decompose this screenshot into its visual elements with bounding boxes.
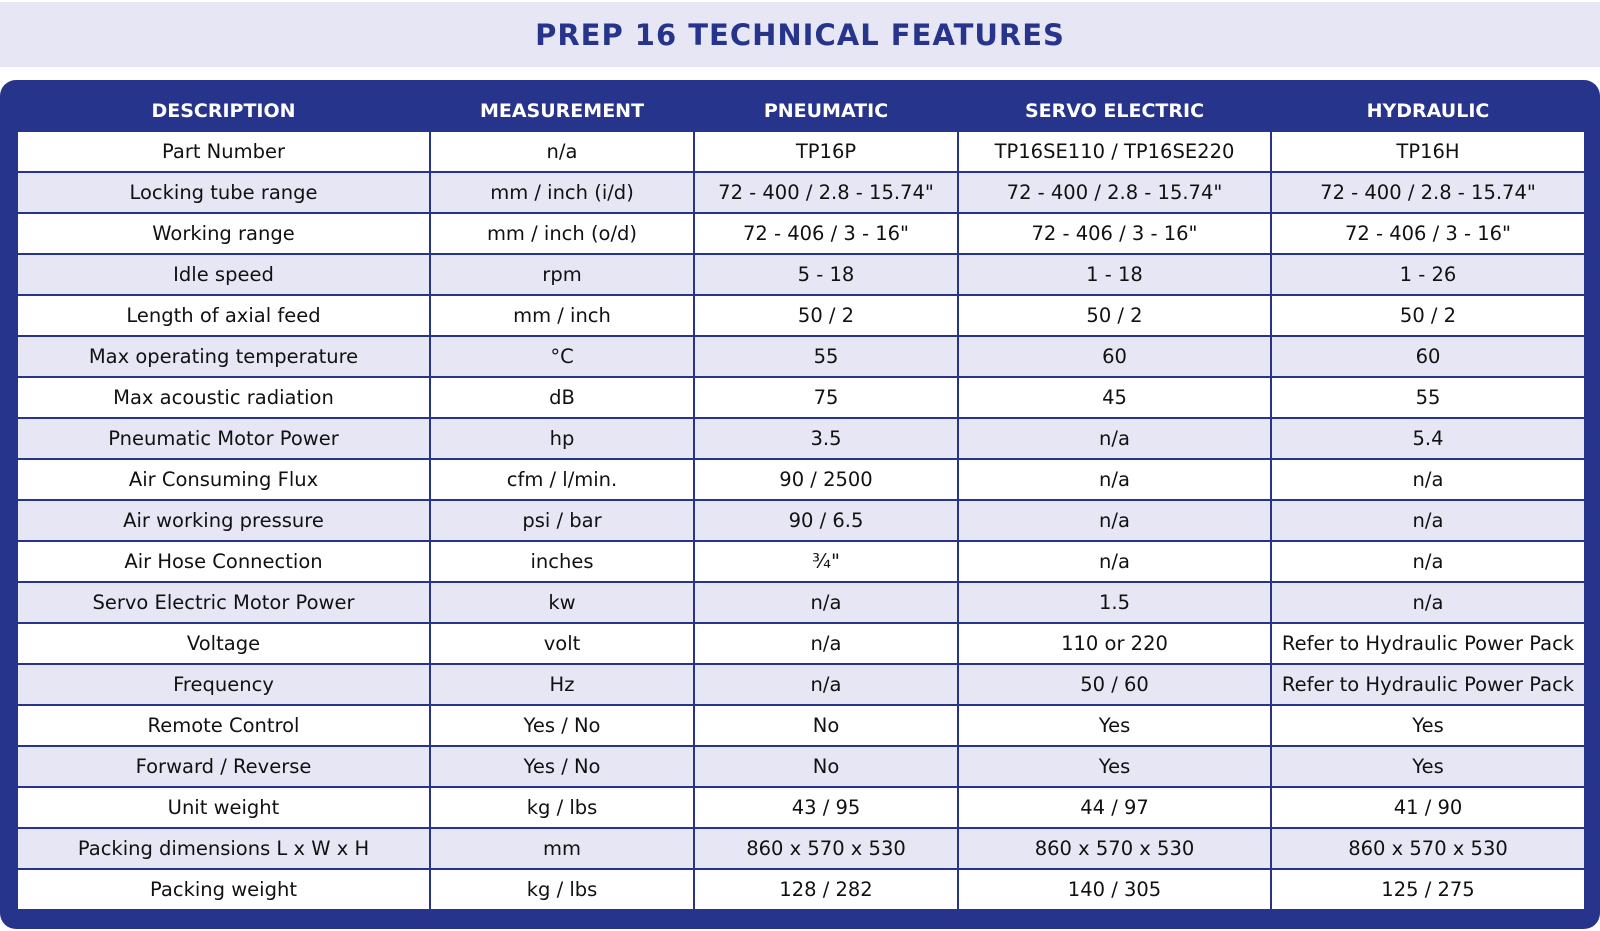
table-row: [17, 336, 1585, 377]
cell-measurement: inches: [430, 541, 694, 582]
cell-hydraulic: 55: [1271, 377, 1585, 418]
cell-description: Pneumatic Motor Power: [17, 418, 430, 459]
table-header: [17, 91, 1585, 131]
cell-hydraulic: n/a: [1271, 541, 1585, 582]
table-row: [17, 746, 1585, 787]
cell-pneumatic: n/a: [694, 623, 958, 664]
cell-pneumatic: n/a: [694, 582, 958, 623]
cell-pneumatic: 860 x 570 x 530: [694, 828, 958, 869]
cell-description: Packing weight: [17, 869, 430, 909]
cell-description: Air working pressure: [17, 500, 430, 541]
cell-pneumatic: No: [694, 746, 958, 787]
cell-measurement: mm: [430, 828, 694, 869]
cell-servo-electric: Yes: [958, 705, 1271, 746]
cell-measurement: Hz: [430, 664, 694, 705]
cell-description: Locking tube range: [17, 172, 430, 213]
table-row: [17, 459, 1585, 500]
cell-servo-electric: 860 x 570 x 530: [958, 828, 1271, 869]
cell-hydraulic: Yes: [1271, 705, 1585, 746]
table-row: [17, 664, 1585, 705]
cell-measurement: °C: [430, 336, 694, 377]
cell-pneumatic: 90 / 2500: [694, 459, 958, 500]
cell-pneumatic: 43 / 95: [694, 787, 958, 828]
table-row: [17, 377, 1585, 418]
cell-pneumatic: ¾": [694, 541, 958, 582]
table-row: [17, 131, 1585, 172]
cell-servo-electric: n/a: [958, 541, 1271, 582]
table-row: [17, 418, 1585, 459]
cell-pneumatic: 5 - 18: [694, 254, 958, 295]
cell-measurement: rpm: [430, 254, 694, 295]
cell-pneumatic: 72 - 400 / 2.8 - 15.74": [694, 172, 958, 213]
cell-servo-electric: 50 / 60: [958, 664, 1271, 705]
cell-pneumatic: No: [694, 705, 958, 746]
cell-description: Max acoustic radiation: [17, 377, 430, 418]
cell-description: Voltage: [17, 623, 430, 664]
cell-servo-electric: n/a: [958, 459, 1271, 500]
cell-hydraulic: 1 - 26: [1271, 254, 1585, 295]
cell-servo-electric: TP16SE110 / TP16SE220: [958, 131, 1271, 172]
header-servo-electric: SERVO ELECTRIC: [1024, 99, 1205, 122]
cell-hydraulic: n/a: [1271, 459, 1585, 500]
cell-measurement: cfm / l/min.: [430, 459, 694, 500]
cell-description: Idle speed: [17, 254, 430, 295]
cell-description: Working range: [17, 213, 430, 254]
cell-hydraulic: 72 - 400 / 2.8 - 15.74": [1271, 172, 1585, 213]
cell-servo-electric: 110 or 220: [958, 623, 1271, 664]
cell-measurement: mm / inch: [430, 295, 694, 336]
cell-hydraulic: TP16H: [1271, 131, 1585, 172]
cell-measurement: Yes / No: [430, 746, 694, 787]
table-row: [17, 787, 1585, 828]
spec-table: [16, 91, 1586, 909]
cell-servo-electric: 60: [958, 336, 1271, 377]
cell-measurement: dB: [430, 377, 694, 418]
table-row: [17, 500, 1585, 541]
cell-pneumatic: n/a: [694, 664, 958, 705]
cell-servo-electric: 44 / 97: [958, 787, 1271, 828]
cell-hydraulic: n/a: [1271, 500, 1585, 541]
table-row: [17, 172, 1585, 213]
cell-pneumatic: 72 - 406 / 3 - 16": [694, 213, 958, 254]
cell-measurement: n/a: [430, 131, 694, 172]
cell-description: Frequency: [17, 664, 430, 705]
cell-servo-electric: 72 - 400 / 2.8 - 15.74": [958, 172, 1271, 213]
cell-measurement: mm / inch (o/d): [430, 213, 694, 254]
cell-hydraulic: 72 - 406 / 3 - 16": [1271, 213, 1585, 254]
cell-pneumatic: 55: [694, 336, 958, 377]
cell-pneumatic: 128 / 282: [694, 869, 958, 909]
cell-measurement: Yes / No: [430, 705, 694, 746]
table-body: [17, 131, 1585, 909]
cell-pneumatic: TP16P: [694, 131, 958, 172]
cell-servo-electric: 50 / 2: [958, 295, 1271, 336]
cell-description: Remote Control: [17, 705, 430, 746]
table-row: [17, 828, 1585, 869]
cell-servo-electric: 45: [958, 377, 1271, 418]
cell-description: Max operating temperature: [17, 336, 430, 377]
header-row: [17, 91, 1585, 131]
cell-description: Air Consuming Flux: [17, 459, 430, 500]
spec-table-frame: [0, 80, 1600, 929]
cell-pneumatic: 3.5: [694, 418, 958, 459]
header-measurement: MEASUREMENT: [479, 99, 645, 122]
cell-description: Packing dimensions L x W x H: [17, 828, 430, 869]
cell-hydraulic: Yes: [1271, 746, 1585, 787]
header-description: DESCRIPTION: [151, 99, 296, 122]
table-row: [17, 623, 1585, 664]
table-row: [17, 541, 1585, 582]
cell-measurement: volt: [430, 623, 694, 664]
cell-hydraulic: Refer to Hydraulic Power Pack: [1271, 664, 1585, 705]
cell-pneumatic: 75: [694, 377, 958, 418]
cell-servo-electric: 72 - 406 / 3 - 16": [958, 213, 1271, 254]
table-row: [17, 582, 1585, 623]
cell-measurement: kg / lbs: [430, 787, 694, 828]
cell-pneumatic: 90 / 6.5: [694, 500, 958, 541]
cell-measurement: mm / inch (i/d): [430, 172, 694, 213]
cell-measurement: kg / lbs: [430, 869, 694, 909]
cell-hydraulic: 125 / 275: [1271, 869, 1585, 909]
cell-description: Part Number: [17, 131, 430, 172]
cell-servo-electric: n/a: [958, 500, 1271, 541]
cell-hydraulic: 60: [1271, 336, 1585, 377]
cell-servo-electric: n/a: [958, 418, 1271, 459]
cell-description: Length of axial feed: [17, 295, 430, 336]
table-row: [17, 705, 1585, 746]
header-pneumatic: PNEUMATIC: [763, 99, 889, 122]
cell-description: Servo Electric Motor Power: [17, 582, 430, 623]
cell-measurement: psi / bar: [430, 500, 694, 541]
header-hydraulic: HYDRAULIC: [1366, 99, 1490, 122]
cell-hydraulic: n/a: [1271, 582, 1585, 623]
cell-servo-electric: 1 - 18: [958, 254, 1271, 295]
cell-description: Unit weight: [17, 787, 430, 828]
cell-description: Forward / Reverse: [17, 746, 430, 787]
cell-measurement: hp: [430, 418, 694, 459]
cell-hydraulic: 50 / 2: [1271, 295, 1585, 336]
cell-description: Air Hose Connection: [17, 541, 430, 582]
cell-servo-electric: 140 / 305: [958, 869, 1271, 909]
cell-hydraulic: 860 x 570 x 530: [1271, 828, 1585, 869]
cell-hydraulic: Refer to Hydraulic Power Pack: [1271, 623, 1585, 664]
title-banner: [0, 2, 1600, 67]
table-row: [17, 295, 1585, 336]
table-row: [17, 869, 1585, 909]
table-row: [17, 254, 1585, 295]
table-row: [17, 213, 1585, 254]
cell-hydraulic: 5.4: [1271, 418, 1585, 459]
cell-pneumatic: 50 / 2: [694, 295, 958, 336]
cell-servo-electric: Yes: [958, 746, 1271, 787]
cell-servo-electric: 1.5: [958, 582, 1271, 623]
page-title: PREP 16 TECHNICAL FEATURES: [535, 17, 1065, 52]
cell-hydraulic: 41 / 90: [1271, 787, 1585, 828]
cell-measurement: kw: [430, 582, 694, 623]
